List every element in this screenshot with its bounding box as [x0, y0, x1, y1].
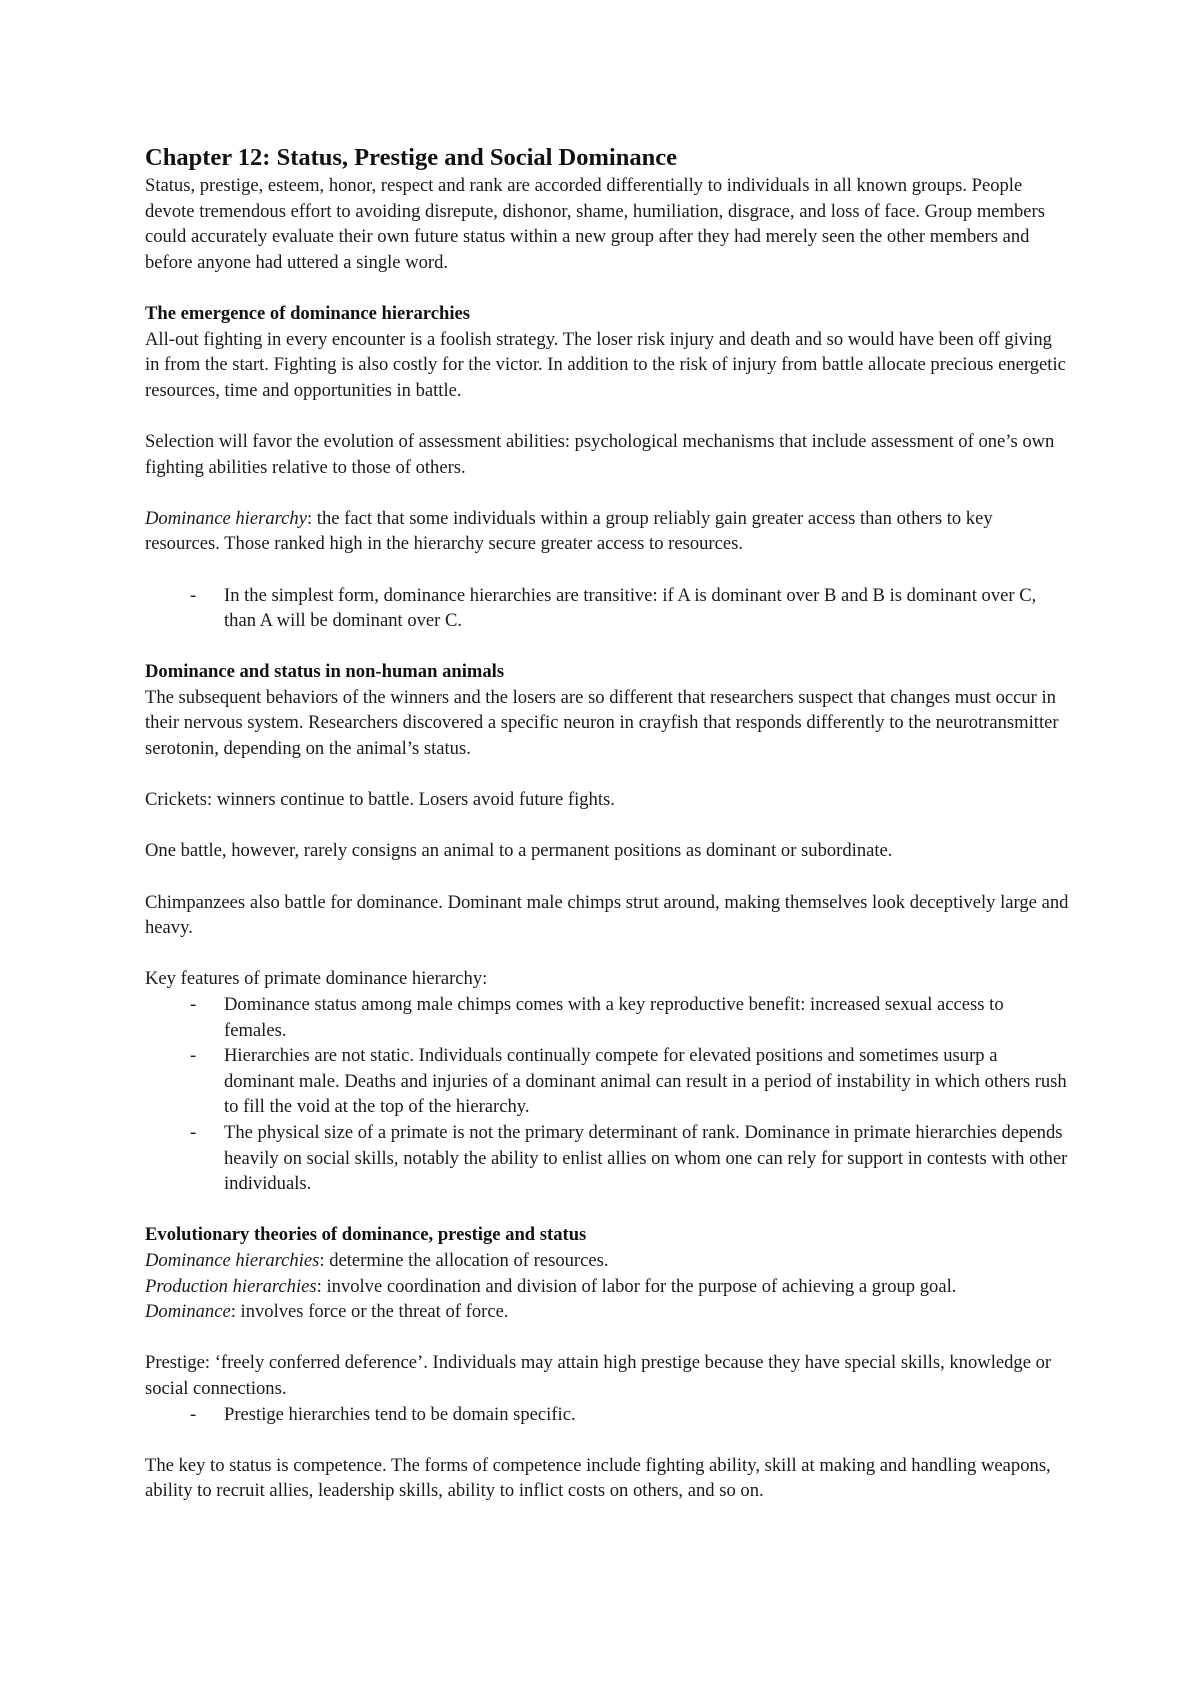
term-production-hierarchies: Production hierarchies [145, 1275, 317, 1297]
list-item: - Prestige hierarchies tend to be domain specific. [224, 1402, 1070, 1428]
paragraph: The subsequent behaviors of the winners and the losers are so different that researchers suspect that changes must occur in their nervous system. Researchers discovered a specific neuron in crayfish that responds differently to the neurotransmitter serotonin, depending on the animal’s status. [145, 686, 1059, 760]
paragraph: Prestige: ‘freely conferred deference’. Individuals may attain high prestige because they have special skills, knowledge or social connections. [145, 1352, 1052, 1399]
paragraph: Key features of primate dominance hierarchy: [145, 968, 488, 990]
spacer [145, 762, 1070, 788]
bullet-list [145, 583, 1070, 634]
spacer [145, 634, 1070, 660]
definition-paragraph [145, 1299, 1070, 1325]
section-heading-non-human: Dominance and status in non-human animals [145, 661, 505, 683]
term-dominance-hierarchy: Dominance hierarchy [145, 507, 307, 529]
definition-text: : involves force or the threat of force. [230, 1301, 509, 1323]
spacer [145, 275, 1070, 301]
list-item: - Dominance status among male chimps comes with a key reproductive benefit: increased sexual access to females. [224, 992, 1070, 1043]
paragraph: All-out fighting in every encounter is a foolish strategy. The loser risk injury and death and so would have been off giving in from the start. Fighting is also costly for the victor. In addition to the risk of injury from battle allocate precious energetic resources, time and opportunities in battle. [145, 328, 1066, 401]
bullet-list [145, 992, 1070, 1197]
section-heading-emergence: The emergence of dominance hierarchies [145, 302, 470, 324]
definition-text: : determine the allocation of resources. [319, 1249, 609, 1271]
bullet-list [145, 1402, 1070, 1428]
spacer [145, 557, 1070, 583]
list-item: - The physical size of a primate is not the primary determinant of rank. Dominance in primate hierarchies depends heavily on social skills, notably the ability to enlist allies on whom one can rely for support in contests with other individuals. [224, 1120, 1070, 1197]
chapter-title: Chapter 12: Status, Prestige and Social Dominance [145, 144, 677, 171]
paragraph: The key to status is competence. The forms of competence include fighting ability, skill at making and handling weapons, ability to recruit allies, leadership skills, ability to inflict costs on others, and so on. [145, 1454, 1051, 1502]
term-dominance-hierarchies: Dominance hierarchies [145, 1249, 320, 1271]
definition-text: : the fact that some individuals within a group reliably gain greater access than others to key resources. Those ranked high in the hierarchy secure greater access to resources. [145, 507, 993, 555]
spacer [145, 1197, 1070, 1223]
spacer [145, 480, 1070, 506]
list-item: - In the simplest form, dominance hierarchies are transitive: if A is dominant over B and B is dominant over C, than A will be dominant over C. [224, 583, 1070, 634]
spacer [145, 1427, 1070, 1453]
paragraph: Crickets: winners continue to battle. Losers avoid future fights. [145, 789, 615, 811]
spacer [145, 1325, 1070, 1351]
paragraph: One battle, however, rarely consigns an animal to a permanent positions as dominant or subordinate. [145, 840, 893, 862]
list-item: - Hierarchies are not static. Individuals continually compete for elevated positions and sometimes usurp a dominant male. Deaths and injuries of a dominant animal can result in a period of instability in which others rush to fill the void at the top of the hierarchy. [224, 1043, 1070, 1120]
definition-paragraph [145, 1274, 1070, 1300]
spacer [145, 864, 1070, 890]
section-heading-evolutionary: Evolutionary theories of dominance, prestige and status [145, 1224, 587, 1246]
spacer [145, 813, 1070, 839]
intro-paragraph: Status, prestige, esteem, honor, respect and rank are accorded differentially to individuals in all known groups. People devote tremendous effort to avoiding disrepute, dishonor, shame, humiliation, disgrace, and loss of face. Group members could accurately evaluate their own future status within a new group after they had merely seen the other members and before anyone had uttered a single word. [145, 175, 1045, 273]
definition-paragraph [145, 506, 1070, 557]
definition-paragraph [145, 1248, 1070, 1274]
paragraph: Selection will favor the evolution of assessment abilities: psychological mechanisms that include assessment of one’s own fighting abilities relative to those of others. [145, 430, 1055, 478]
spacer [145, 403, 1070, 429]
paragraph: Chimpanzees also battle for dominance. Dominant male chimps strut around, making themselves look deceptively large and heavy. [145, 891, 1069, 939]
document-page [145, 143, 1070, 1504]
spacer [145, 941, 1070, 967]
definition-text: : involve coordination and division of labor for the purpose of achieving a group goal. [316, 1275, 957, 1297]
term-dominance: Dominance [145, 1301, 231, 1323]
